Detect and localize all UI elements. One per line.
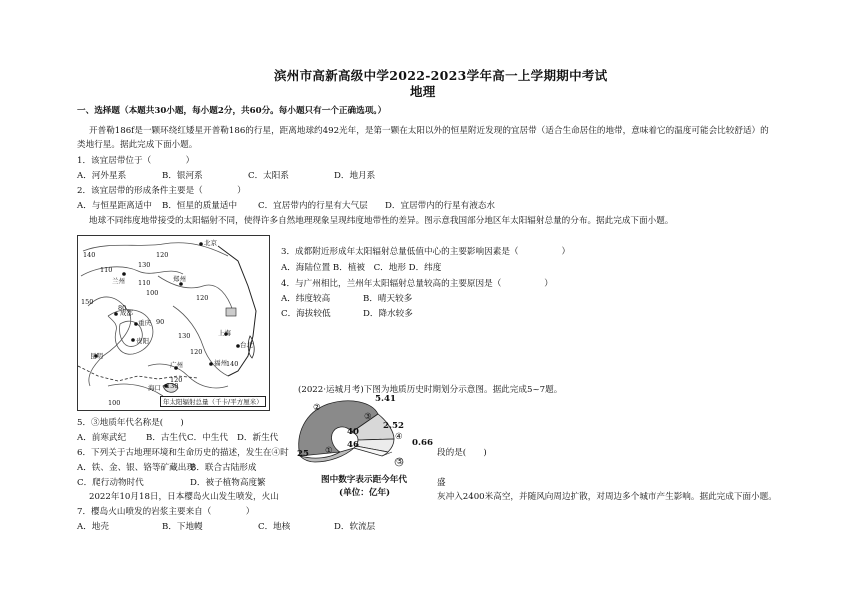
q2-option-c: C．宜居带内的行星有大气层 [258,201,368,211]
geo-age-252: 2.52 [383,421,404,431]
q5-stem: 5．③地质年代名称是( ) [77,418,184,428]
passage4-right: 灰冲入2400米高空，并随风向周边扩散，对周边多个城市产生影响。据此完成下面小题。 [437,492,777,502]
geo-age-541: 5.41 [375,394,396,404]
geo-caption-2: (单位：亿年) [339,488,391,498]
geo-era-5: ⑤ [396,457,404,467]
map-label-haikou: 海口 [148,384,161,392]
map-label-taibei: 台北 [240,341,253,349]
map-label-chengdu: 成都 [120,309,133,317]
map-label-guiyang: 贵阳 [136,337,149,345]
exam-title: 滨州市高新高级中学2022-2023学年高一上学期期中考试 [274,68,608,83]
q1-stem: 1．该宜居带位于（ ） [77,156,195,166]
isoline-label: 120 [170,376,183,384]
q1-option-c: C．太阳系 [248,171,289,181]
q7-option-b: B．下地幔 [162,522,203,532]
q7-option-d: D．软流层 [334,522,376,532]
q3-stem: 3．成都附近形成年太阳辐射总量低值中心的主要影响因素是（ ） [281,247,571,257]
q7-option-a: A．地壳 [77,522,109,532]
map-label-chongqing: 重庆 [138,319,151,327]
section-heading: 一、选择题（本题共30小题，每小题2分，共60分。每小题只有一个正确选项。） [77,106,387,116]
isoline-label: 120 [156,251,169,259]
isoline-label: 130 [138,261,151,269]
passage2: 地球不同纬度地带接受的太阳辐射不同，使得许多自然地理现象呈现纬度地带性的差异。图示意我国部分地区年太阳辐射总量的分布。据此完成下面小题。 [89,216,674,226]
map-label-zhengzhou: 郑州 [173,275,186,283]
q4-option-c: C．海拔较低 [281,309,331,319]
q4-option-b: B．晴天较多 [363,294,413,304]
isoline-label: 120 [190,348,203,356]
isoline-label: 130 [166,382,179,390]
q1-option-b: B．银河系 [162,171,203,181]
subject-title: 地理 [410,84,436,99]
geo-caption-1: 图中数字表示距今年代 [321,475,407,485]
isoline-label: 120 [196,294,209,302]
passage4-left: 2022年10月18日，日本樱岛火山发生喷发，火山 [89,492,279,502]
isoline-label: 100 [146,289,159,297]
q6-option-c: C．爬行动物时代 [77,478,144,488]
map-label-shanghai: 上海 [218,329,231,337]
q1-option-a: A．河外星系 [77,171,127,181]
q7-option-c: C．地核 [258,522,291,532]
q4-stem: 4．与广州相比，兰州年太阳辐射总量较高的主要原因是（ ） [281,279,553,289]
passage1-line1: 开普勒186f是一颗环绕红矮星开普勒186的行星，距离地球约492光年，是第一颗在太阳以外的恒星附近发现的宜居带（适合生命居住的地带，意味着它的温度可能会比较舒适）的 [89,126,769,136]
isoline-label: 90 [156,318,165,326]
q6-stem-tail: 段的是( ) [437,448,487,458]
passage1-line2: 类地行星。据此完成下面小题。 [77,140,198,150]
q6-option-b: B．联合古陆形成 [190,463,257,473]
q3-options: A．海陆位置 B．植被 C．地形 D．纬度 [281,263,442,273]
geo-age-40: 40 [347,427,359,437]
map-label-kunming: 昆明 [90,352,103,360]
solar-radiation-map [77,235,270,411]
geo-era-1: ① [325,446,333,456]
map-legend: 年太阳辐射总量（千卡/平方厘米） [160,396,266,407]
geo-age-46: 46 [347,440,359,450]
map-label-guangzhou: 广州 [170,361,183,369]
q6-stem: 6．下列关于古地理环境和生命历史的描述，发生在④时 [77,448,289,458]
geo-era-4: ④ [395,432,403,442]
isoline-label: 140 [83,251,96,259]
isoline-label: 80 [118,304,127,312]
isoline-label: 150 [81,298,94,306]
geo-age-25: 25 [297,449,309,459]
map-label-fuzhou: 福州 [214,359,227,367]
geo-era-2: ② [313,403,321,413]
q4-option-d: D．降水较多 [363,309,413,319]
isoline-label: 110 [100,266,113,274]
q6-option-d: D．被子植物高度繁 [190,478,266,488]
q5-option-a: A．前寒武纪 [77,433,127,443]
q1-option-d: D．地月系 [334,171,376,181]
q4-option-a: A．纬度较高 [281,294,331,304]
isoline-label: 100 [108,399,121,407]
q5-option-d: D．新生代 [237,433,279,443]
q5-option-b: B．古生代 [146,433,187,443]
q6-option-a: A．铁、金、银、铬等矿藏出现 [77,463,195,473]
q2-option-a: A．与恒星距离适中 [77,201,152,211]
q2-stem: 2．该宜居带的形成条件主要是（ ） [77,186,246,196]
q5-option-c: C．中生代 [187,433,228,443]
q6-option-d-tail: 盛 [437,478,446,488]
q2-option-d: D．宜居带内的行星有液态水 [385,201,496,211]
isoline-label: 140 [226,360,239,368]
q2-option-b: B．恒星的质量适中 [162,201,238,211]
map-label-beijing: 北京 [204,239,217,247]
geo-age-066: 0.66 [412,438,433,448]
geo-era-3: ③ [364,412,372,422]
map-label-lanzhou: 兰州 [112,277,125,285]
isoline-label: 110 [138,279,151,287]
isoline-label: 130 [178,332,191,340]
passage3: (2022·运城月考)下图为地质历史时期划分示意图。据此完成5~7题。 [298,385,563,395]
q7-stem: 7．樱岛火山喷发的岩浆主要来自（ ） [77,507,255,517]
